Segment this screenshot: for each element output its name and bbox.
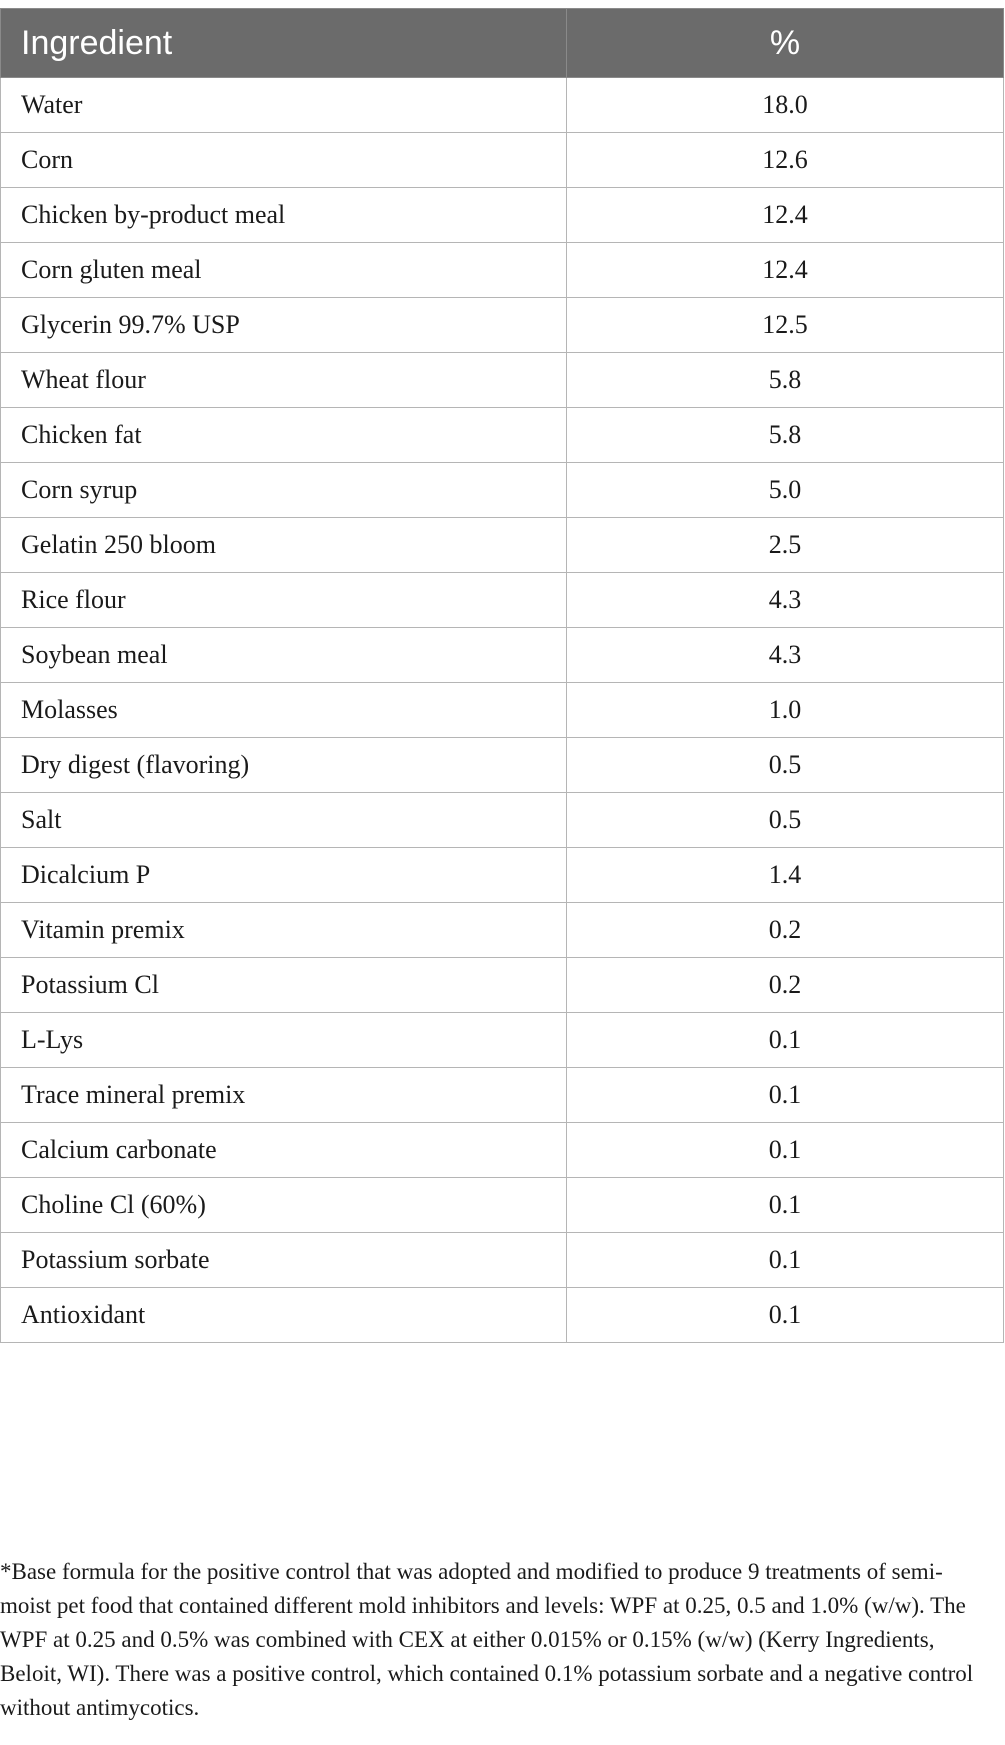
table-row: [1, 78, 1004, 133]
ingredient-cell: Antioxidant: [1, 1288, 567, 1343]
percent-cell: 0.1: [567, 1288, 1004, 1343]
ingredient-cell: Chicken fat: [1, 408, 567, 463]
table-row: [1, 1068, 1004, 1123]
table-row: [1, 463, 1004, 518]
table-row: [1, 133, 1004, 188]
percent-cell: 0.1: [567, 1013, 1004, 1068]
ingredient-cell: Potassium sorbate: [1, 1233, 567, 1288]
ingredient-cell: Gelatin 250 bloom: [1, 518, 567, 573]
table-row: [1, 1233, 1004, 1288]
ingredient-cell: Wheat flour: [1, 353, 567, 408]
ingredient-cell: Rice flour: [1, 573, 567, 628]
percent-cell: 12.5: [567, 298, 1004, 353]
ingredient-table: [0, 8, 1004, 1343]
table-row: [1, 793, 1004, 848]
table-row: [1, 628, 1004, 683]
percent-cell: 0.5: [567, 793, 1004, 848]
table-row: [1, 1013, 1004, 1068]
table-row: [1, 298, 1004, 353]
table-row: [1, 738, 1004, 793]
ingredient-cell: Corn syrup: [1, 463, 567, 518]
table-row: [1, 1178, 1004, 1233]
table-row: [1, 848, 1004, 903]
ingredient-cell: Corn gluten meal: [1, 243, 567, 298]
ingredient-cell: Water: [1, 78, 567, 133]
ingredient-cell: Dry digest (flavoring): [1, 738, 567, 793]
percent-cell: 12.4: [567, 243, 1004, 298]
table-row: [1, 958, 1004, 1013]
ingredient-cell: Glycerin 99.7% USP: [1, 298, 567, 353]
percent-cell: 1.4: [567, 848, 1004, 903]
table-row: [1, 903, 1004, 958]
ingredient-cell: Dicalcium P: [1, 848, 567, 903]
ingredient-cell: Corn: [1, 133, 567, 188]
ingredient-cell: Salt: [1, 793, 567, 848]
percent-cell: 0.1: [567, 1233, 1004, 1288]
header-row: [1, 9, 1004, 78]
percent-cell: 0.1: [567, 1123, 1004, 1178]
percent-cell: 12.4: [567, 188, 1004, 243]
ingredient-cell: Choline Cl (60%): [1, 1178, 567, 1233]
ingredient-cell: Calcium carbonate: [1, 1123, 567, 1178]
table-row: [1, 683, 1004, 738]
table-row: [1, 353, 1004, 408]
ingredient-table-container: [0, 8, 1003, 1343]
header-percent: %: [567, 9, 1004, 78]
percent-cell: 0.5: [567, 738, 1004, 793]
ingredient-cell: Chicken by-product meal: [1, 188, 567, 243]
percent-cell: 0.2: [567, 958, 1004, 1013]
table-row: [1, 573, 1004, 628]
percent-cell: 1.0: [567, 683, 1004, 738]
table-footnote: *Base formula for the positive control that was adopted and modified to produce 9 treatments of semi-moist pet food that contained different mold inhibitors and levels: WPF at 0.25, 0.5 and 1.0% (w/w). The WPF at 0.25 and 0.5% was combined with CEX at either 0.015% or 0.15% (w/w) (Kerry Ingredients, Beloit, WI). There was a positive control, which contained 0.1% potassium sorbate and a negative control without antimycotics.: [0, 1559, 974, 1720]
percent-cell: 18.0: [567, 78, 1004, 133]
table-row: [1, 188, 1004, 243]
table-row: [1, 1288, 1004, 1343]
percent-cell: 2.5: [567, 518, 1004, 573]
percent-cell: 12.6: [567, 133, 1004, 188]
percent-cell: 5.8: [567, 353, 1004, 408]
ingredient-cell: Vitamin premix: [1, 903, 567, 958]
percent-cell: 0.1: [567, 1068, 1004, 1123]
table-row: [1, 408, 1004, 463]
ingredient-cell: Trace mineral premix: [1, 1068, 567, 1123]
percent-cell: 0.2: [567, 903, 1004, 958]
ingredient-cell: Potassium Cl: [1, 958, 567, 1013]
percent-cell: 0.1: [567, 1178, 1004, 1233]
percent-cell: 4.3: [567, 573, 1004, 628]
table-row: [1, 243, 1004, 298]
ingredient-cell: L-Lys: [1, 1013, 567, 1068]
percent-cell: 5.8: [567, 408, 1004, 463]
table-row: [1, 1123, 1004, 1178]
table-body: [1, 78, 1004, 1343]
ingredient-cell: Molasses: [1, 683, 567, 738]
table-header: [1, 9, 1004, 78]
percent-cell: 4.3: [567, 628, 1004, 683]
table-row: [1, 518, 1004, 573]
percent-cell: 5.0: [567, 463, 1004, 518]
ingredient-cell: Soybean meal: [1, 628, 567, 683]
header-ingredient: Ingredient: [1, 9, 567, 78]
